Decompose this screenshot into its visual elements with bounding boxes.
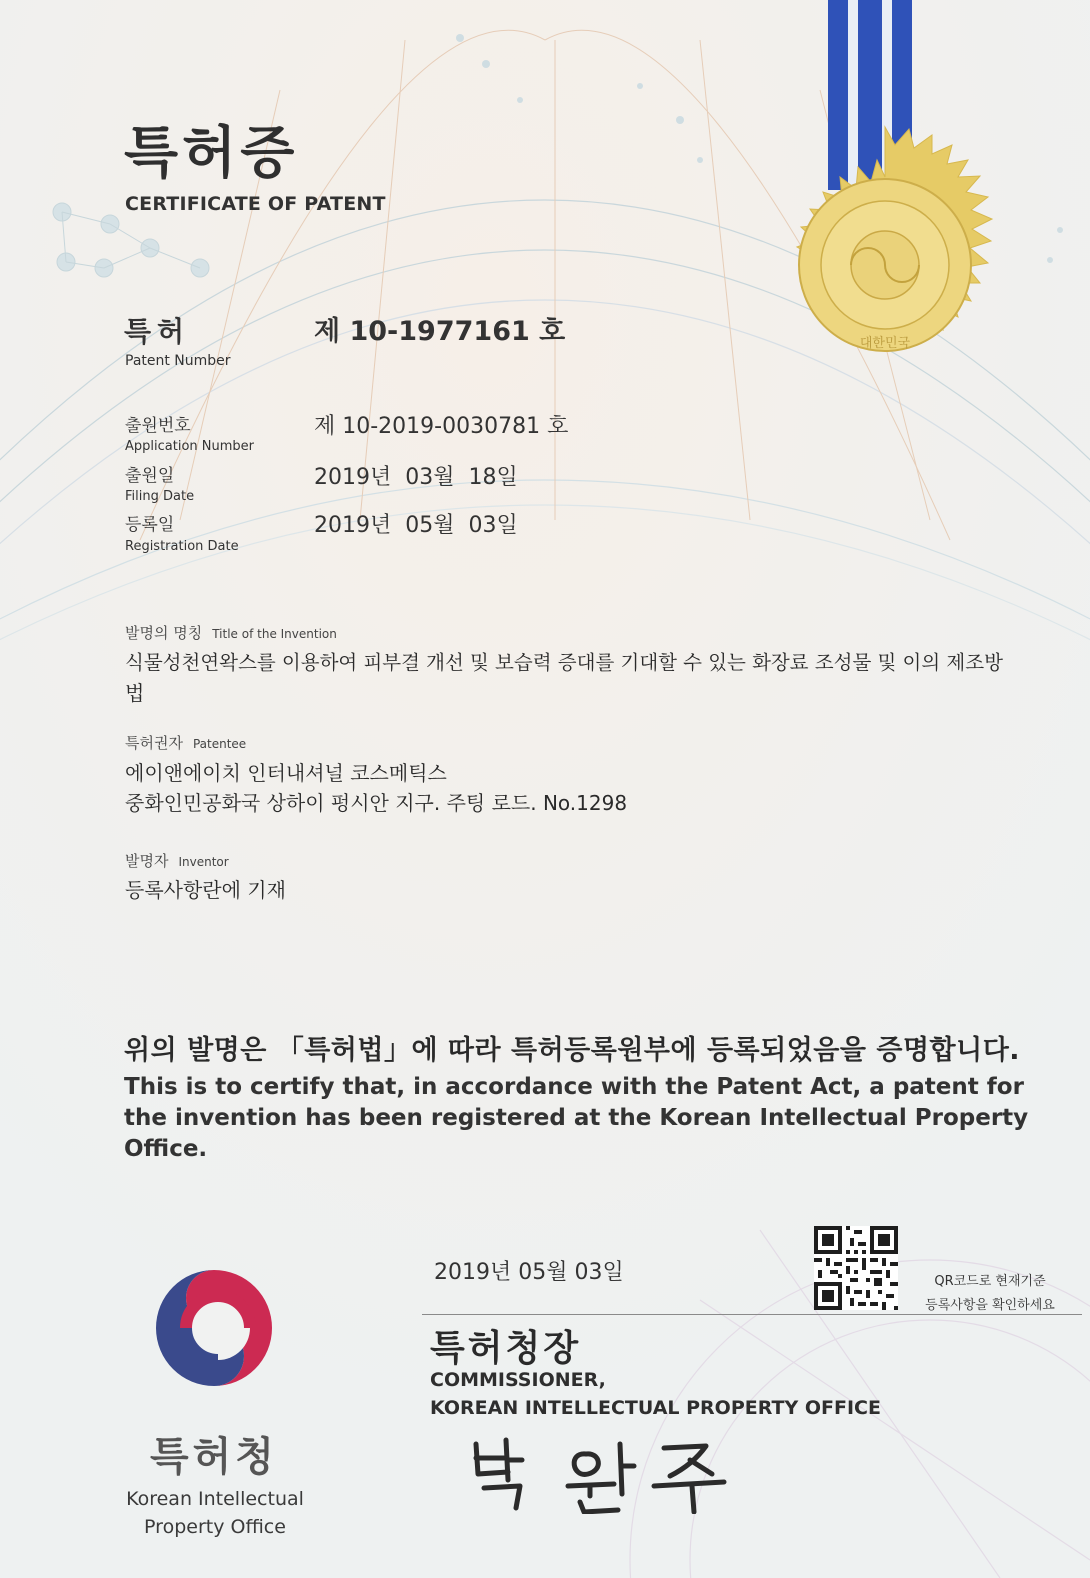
qr-instructions <box>900 1270 1080 1318</box>
patentee-details <box>125 758 627 818</box>
seal-text: 대한민국 <box>859 336 911 351</box>
patentee-address: 중화인민공화국 상하이 펑시안 지구. 주팅 로드. No.1298 <box>125 791 628 815</box>
invention-label-ko: 발명의 명칭 <box>125 624 203 642</box>
kipo-name-en-line-1: Korean Intellectual <box>126 1488 304 1510</box>
registration-date-label-ko: 등록일 <box>125 515 175 535</box>
certificate-title-korean: 특허증 <box>124 121 299 186</box>
application-number-label-en: Application Number <box>125 439 254 454</box>
filing-date-label-ko: 출원일 <box>125 466 175 486</box>
invention-title <box>125 648 1065 708</box>
filing-date-value: 2019년 03월 18일 <box>314 465 518 490</box>
invention-title-line-2: 법 <box>125 681 145 705</box>
commissioner-signature <box>468 1430 738 1514</box>
invention-section-header <box>125 622 337 643</box>
patentee-section-header <box>125 732 246 753</box>
registration-date-value: 2019년 05월 03일 <box>314 513 518 538</box>
certification-statement-en: This is to certify that, in accordance with the Patent Act, a patent for the invention has been registered at the Korean Intellectual Property Office. <box>124 1074 1029 1162</box>
signature-divider <box>422 1314 1082 1315</box>
inventor-value: 등록사항란에 기재 <box>125 878 286 902</box>
gold-seal-icon <box>745 125 1025 405</box>
patentee-name: 에이앤에이치 인터내셔널 코스메틱스 <box>125 761 447 785</box>
patentee-label-en: Patentee <box>192 737 247 751</box>
registration-date-label-en: Registration Date <box>125 539 239 554</box>
inventor-label-ko: 발명자 <box>125 852 169 870</box>
inventor-label-en: Inventor <box>178 855 229 869</box>
application-number-value: 제 10-2019-0030781 호 <box>314 414 569 439</box>
commissioner-title-en-line-1: COMMISSIONER, <box>430 1369 606 1391</box>
filing-date-label-en: Filing Date <box>125 489 195 504</box>
kipo-name-ko: 특허청 <box>150 1434 278 1480</box>
certification-statement-ko: 위의 발명은 「특허법」에 따라 특허등록원부에 등록되었음을 증명합니다. <box>124 1035 1021 1066</box>
qr-code[interactable] <box>814 1226 898 1310</box>
kipo-name-en-line-2: Property Office <box>144 1516 286 1538</box>
invention-label-en: Title of the Invention <box>212 627 337 641</box>
invention-title-line-1: 식물성천연왁스를 이용하여 피부결 개선 및 보습력 증대를 기대할 수 있는 화장료 조성물 및 이의 제조방 <box>125 651 1003 674</box>
qr-instructions-line-1: QR코드로 현재기준 <box>934 1274 1046 1289</box>
kipo-taegeuk-logo-icon <box>148 1262 280 1394</box>
inventor-section-header <box>125 850 229 871</box>
patentee-label-ko: 특허권자 <box>125 734 183 752</box>
commissioner-title-en-line-2: KOREAN INTELLECTUAL PROPERTY OFFICE <box>430 1397 881 1419</box>
application-number-label-ko: 출원번호 <box>125 416 191 436</box>
patent-number-value: 제 10-1977161 호 <box>314 316 566 347</box>
commissioner-title-ko: 특허청장 <box>430 1328 582 1369</box>
kipo-name-en <box>105 1485 325 1541</box>
patent-number-label-en: Patent Number <box>125 353 231 369</box>
issue-date: 2019년 05월 03일 <box>434 1260 624 1285</box>
commissioner-title-en <box>430 1366 881 1422</box>
patent-number-label-ko: 특허 <box>124 315 191 348</box>
qr-instructions-line-2: 등록사항을 확인하세요 <box>925 1298 1055 1313</box>
certificate-title-english: CERTIFICATE OF PATENT <box>125 193 386 215</box>
